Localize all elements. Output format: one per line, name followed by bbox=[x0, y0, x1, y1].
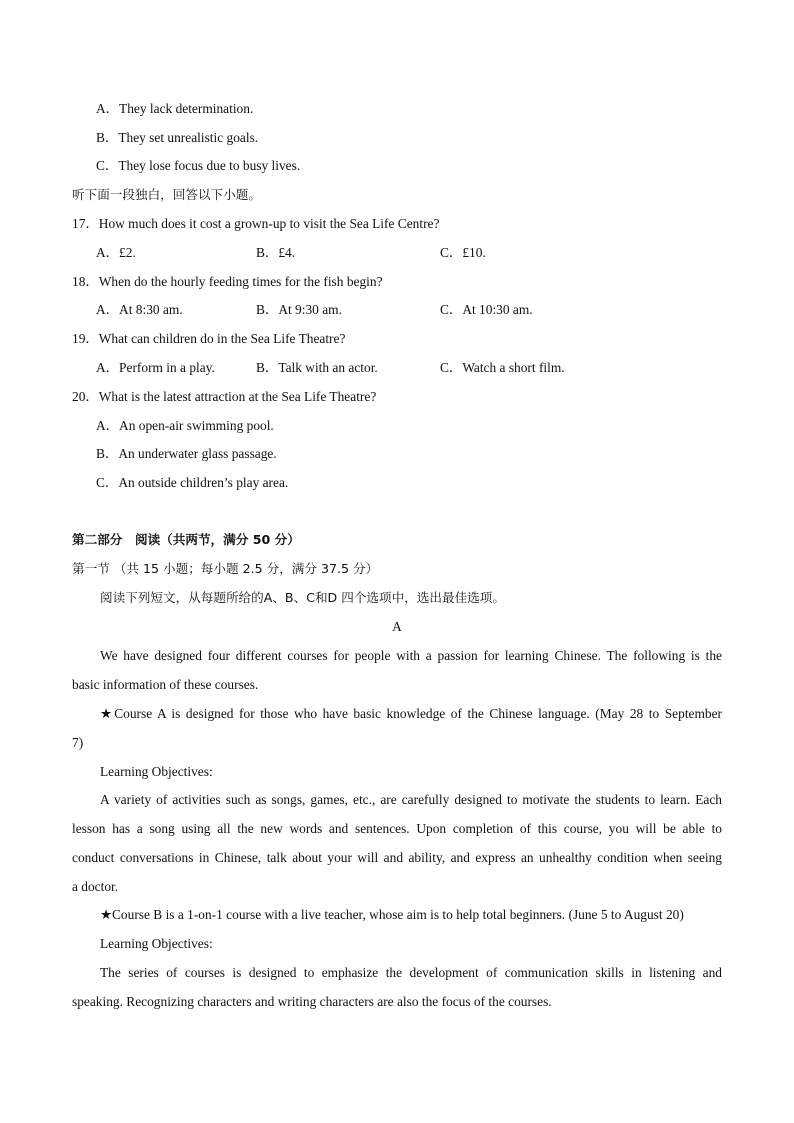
question-18-stem: 18．When do the hourly feeding times for the fish begin? bbox=[72, 274, 383, 289]
question-17-option-c: C．£10. bbox=[440, 245, 486, 260]
q16-option-c: C．They lose focus due to busy lives. bbox=[96, 158, 301, 173]
question-19-option-c: C．Watch a short film. bbox=[440, 360, 565, 375]
question-18-option-b: B．At 9:30 am. bbox=[256, 302, 342, 317]
section1-heading: 第一节 （共 15 小题；每小题 2.5 分，满分 37.5 分） bbox=[72, 561, 379, 576]
course-a-body-line-2: lesson has a song using all the new words and sentences. Upon completion of this course, you will be able to bbox=[72, 821, 722, 836]
course-b-body-line-2: speaking. Recognizing characters and writing characters are also the focus of the courses. bbox=[72, 994, 552, 1009]
question-20-option-a: A．An open-air swimming pool. bbox=[96, 418, 274, 433]
question-18-option-c: C．At 10:30 am. bbox=[440, 302, 533, 317]
question-18-option-a: A．At 8:30 am. bbox=[96, 302, 183, 317]
question-19-option-b: B．Talk with an actor. bbox=[256, 360, 378, 375]
passage-label: A bbox=[392, 619, 402, 634]
course-b-line-1: ★Course B is a 1-on-1 course with a live teacher, whose aim is to help total beginners. (June 5 to August 20) bbox=[100, 907, 684, 922]
question-20-option-c: C．An outside children’s play area. bbox=[96, 475, 289, 490]
monologue-instruction: 听下面一段独白，回答以下小题。 bbox=[72, 187, 261, 202]
course-a-body-line-1: A variety of activities such as songs, games, etc., are carefully designed to motivate the students to learn. Each bbox=[100, 792, 722, 807]
reading-instruction: 阅读下列短文，从每题所给的A、B、C和D 四个选项中，选出最佳选项。 bbox=[100, 590, 505, 605]
question-17-option-b: B．£4. bbox=[256, 245, 296, 260]
passage-intro-line-2: basic information of these courses. bbox=[72, 677, 259, 692]
q16-option-b: B．They set unrealistic goals. bbox=[96, 130, 259, 145]
question-17-stem: 17．How much does it cost a grown-up to visit the Sea Life Centre? bbox=[72, 216, 440, 231]
course-a-line-2: 7) bbox=[72, 735, 84, 750]
question-19-stem: 19．What can children do in the Sea Life Theatre? bbox=[72, 331, 346, 346]
q16-option-a: A．They lack determination. bbox=[96, 101, 254, 116]
question-19-option-a: A．Perform in a play. bbox=[96, 360, 215, 375]
question-20-stem: 20．What is the latest attraction at the Sea Life Theatre? bbox=[72, 389, 377, 404]
question-20-option-b: B．An underwater glass passage. bbox=[96, 446, 277, 461]
passage-intro-line-1: We have designed four different courses for people with a passion for learning Chinese. The following is the bbox=[100, 648, 722, 663]
part2-title: 第二部分 阅读（共两节，满分 50 分） bbox=[72, 532, 300, 547]
course-a-body-line-3: conduct conversations in Chinese, talk about your will and ability, and express an unhealthy condition when seeing bbox=[72, 850, 722, 865]
course-b-body-line-1: The series of courses is designed to emphasize the development of communication skills in listening and bbox=[100, 965, 722, 980]
question-17-option-a: A．£2. bbox=[96, 245, 136, 260]
course-a-line-1: ★Course A is designed for those who have basic knowledge of the Chinese language. (May 28 to September bbox=[100, 706, 722, 721]
course-a-objectives-label: Learning Objectives: bbox=[100, 764, 213, 779]
course-b-objectives-label: Learning Objectives: bbox=[100, 936, 213, 951]
course-a-body-line-4: a doctor. bbox=[72, 879, 119, 894]
